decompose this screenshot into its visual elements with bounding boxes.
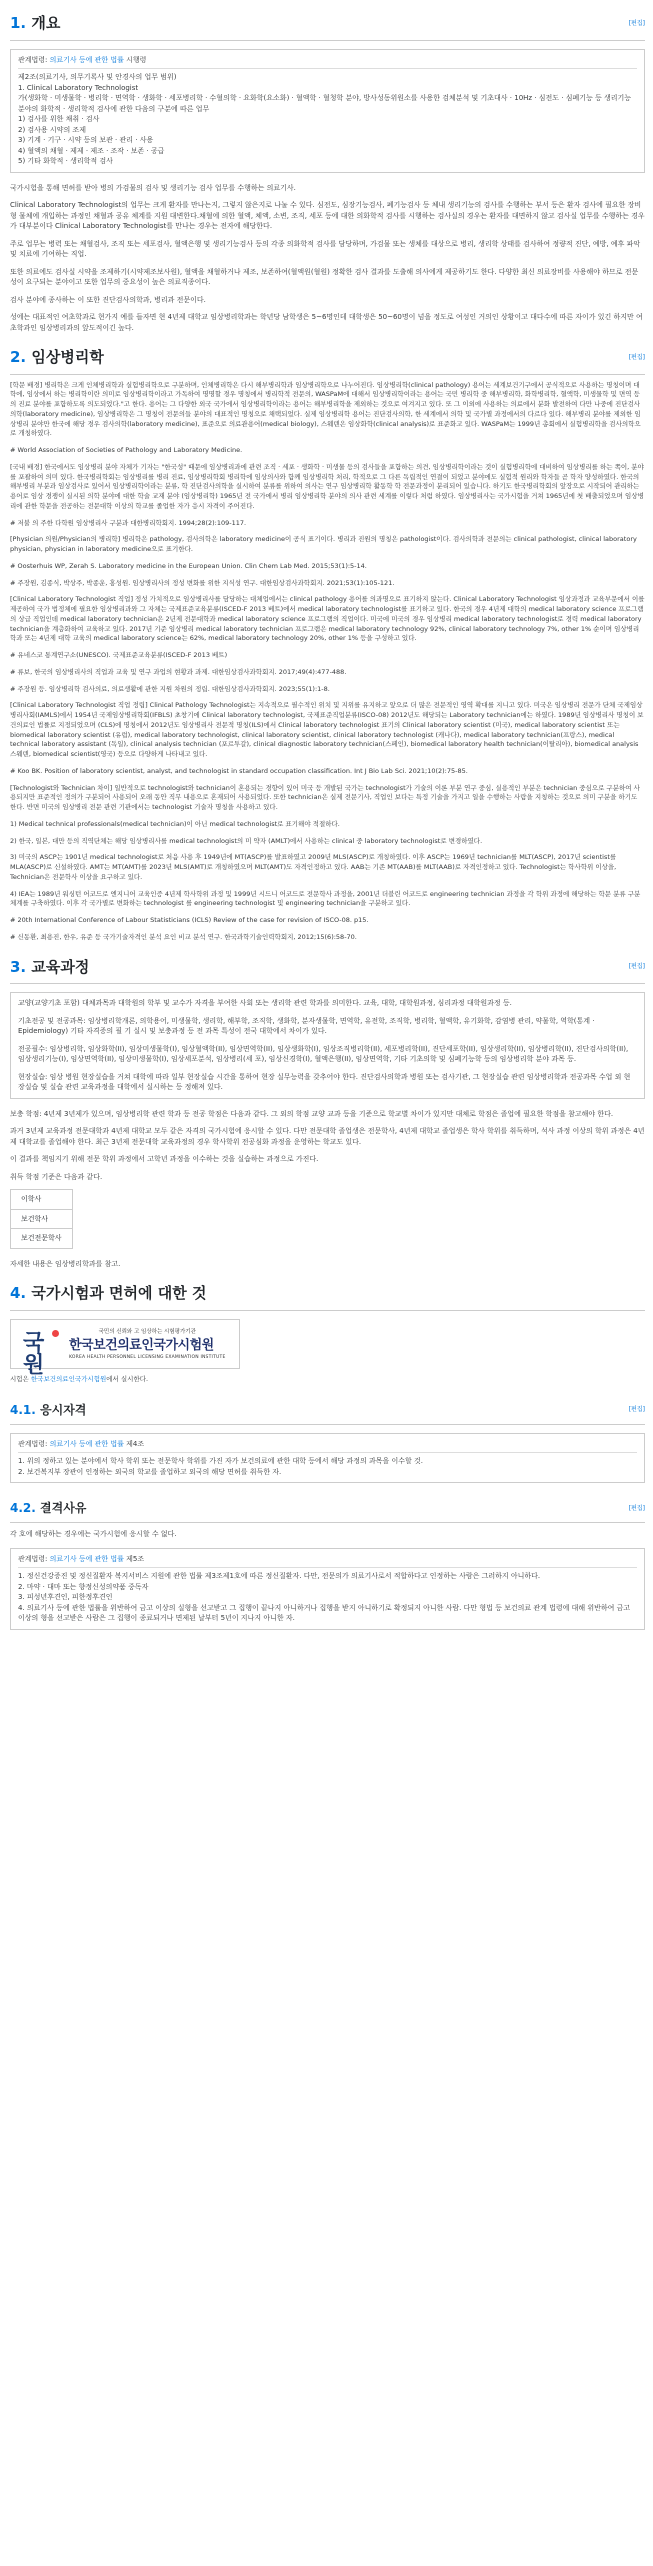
paragraph: 국가시험을 통해 면허를 받아 병의 가검물의 검사 및 생리기능 검사 업무를 수행하는 의료기사.	[10, 183, 296, 192]
logo-mark-icon: 국원	[21, 1328, 61, 1362]
institute-logo	[10, 1319, 240, 1378]
paragraph: 보충 학점: 4년제 3년제가 있으며, 임상병리학 관련 학과 등 전공 학점은 다음과 같다. 그 외의 학점 교양 교과 등을 기준으로 학교별 차이가 있지만 대체로 학점은 졸업에 필요한 학점을 참고해야 한다.	[10, 1109, 614, 1118]
edit-link[interactable]: [편집]	[628, 353, 645, 361]
law-line: 제2조(의료기사, 의무기록사 및 안경사의 업무 범위)	[18, 73, 177, 81]
paragraph: 자세한 내용은 임상병리학과를 참고.	[10, 1259, 121, 1268]
section-title: 결격사유	[40, 1501, 87, 1516]
law-box: 관계법령: 의료기사 등에 관한 법률 제5조 1. 정신건강증진 및 정신질환자 복지서비스 지원에 관한 법률 제3조제1호에 따른 정신질환자. 다만, 전문의가 의료기사로서 적합하다고 인정하는 사람은 그러하지 아니하다. 2. 마약 · 대마 또는 향정신성의약품 중독자 3. 피성년후견인, 피한정후견인 4. 의료기사 등에 관한 법률을 위반하여 금고 이상의 실형을 선고받고 그 집행이 끝나지 아니하거나 집행을 받지 아니하기로 확정되지 아니한 사람. 다만 형법 등 보건의료 관계 법령에 대해 위반하여 금고 이상의 형을 선고받은 사람은 그 집행이 종료되거나 면제된 날부터 5년이 지나지 아니한 자.	[10, 1548, 645, 1630]
law-lines	[18, 72, 637, 167]
section-number[interactable]: 2.	[10, 348, 27, 366]
section-title: 개요	[31, 14, 61, 32]
footnote: # 신동환, 최용진, 한우, 유준 등 국가기술자격인 분석 요인 비교 분석 연구. 한국과학기술인력학회지, 2012;15(6):58-70.	[10, 932, 357, 941]
table-cell: 이학사	[11, 1190, 73, 1210]
list-item: 2) 한국, 일본, 대만 등의 직역단체는 해당 임상병리사를 medical technologist의 미 약자 (AMLT)에서 사용하는 clinical 중 laboratory technologist로 변경하였다.	[10, 836, 483, 845]
law-line: 4) 혈액의 채혈 · 제제 · 제조 · 조작 · 보존 · 공급	[18, 146, 165, 155]
law-box	[10, 49, 645, 173]
paragraph: [Physician 의원/Physician의 병리학] 병리학은 pathology, 검사의학은 laboratory medicine이 공식 표기이다. 병리과 진원의 명칭은 pathologist이다. 검사의학과 전문의는 clinical pathologist, clinical laboratory physician, physician in laboratory medicine으로 표기한다.	[10, 535, 637, 553]
edit-link[interactable]: [편집]	[628, 1504, 645, 1512]
paragraph: [Clinical Laboratory Technologist 직업 정립] Clinical Pathology Technologist는 지속적으로 필수적인 위치 및 지위를 유지하고 앞으로 더 많은 전문적인 영역 확대를 지니고 있다. 미국은 임상병리 전문가 단체 국제임상병리사회(IAMLS)에서 1954년 국제임상병리학회(IFBLS) 초창기에 Clinical laboratory technologist, 국제표준직업분류(ISCO-08) 2012년도 해당되는 Laboratory technician에는 하였다. 1989년 임상병리사 명칭이 보건의료인 법률로 지정되었으며 (CLS)에 명칭에서 2012년도 임상병리사 전문적 명칭(ILS)에서 Clinical laboratory technologist 표기의 Clinical laboratory scientist (미국), medical laboratory scientist 또는 biomedical laboratory scientist (유럽), medical laboratory technologist, clinical laboratory scientist, clinical laboratory technologist (캐나다), medical laboratory technician(프랑스), medical technical laboratory assistant (독일), clinical analysis technician (포르투갈), clinical diagnostic laboratory technician(스페인), biomedical laboratory health technician(이탈리아), biomedical analysis 스웨덴, biomedical scientist(영국) 등으로 다양하게 나타내고 있다.	[10, 701, 644, 758]
footnote: # 저불 의 주한 다학원 임상병리사 구분과 대한병리학회지. 1994;28(2):109-117.	[10, 518, 247, 527]
section-number[interactable]: 3.	[10, 957, 27, 976]
paragraph: [Technologist와 Technician 차이] 일반적으로 technologist와 technician이 혼용되는 경향이 있어 미국 등 개발된 국가는 technologist가 기술의 이론 부분 연구 중심, 실용적인 부분은 technician 중심으로 구분하여 사용되지만 표준적인 정의가 구분되어 사용되어 오래 동안 직무 내용으로 혼재되어 사용되었다. 또한 technician은 실제 전문기사, 직업인 보다는 특정 기술을 가지고 일을 수행하는 사람을 지칭하는 것으로 의미 구분을 하기도 한다. 반면 미국의 임상병리 전문 관련 기관에서는 technologist 기술자 명칭을 사용하고 있다.	[10, 783, 640, 811]
image-caption: 시험은 한국보건의료인국가시험원에서 실시한다.	[10, 1375, 149, 1383]
footnote: # World Association of Societies of Pathology and Laboratory Medicine.	[10, 446, 243, 454]
footnote: # 유네스코 통계연구소(UNESCO). 국제표준교육분류(ISCED-F 2013 베트)	[10, 651, 228, 659]
section-number[interactable]: 1.	[10, 14, 27, 32]
law-box: 관계법령: 의료기사 등에 관한 법률 제4조 1. 위의 정하고 있는 분야에서 학사 학위 또는 전문학사 학위를 가진 자가 보건의료에 관한 대학 등에서 해당 과정의 과목을 이수할 것. 2. 보건복지부 장관이 인정하는 외국의 학교를 졸업하고 외국의 해당 면허를 취득한 자.	[10, 1433, 645, 1484]
footnote: # 20th International Conference of Labour Statisticians (ICLS) Review of the case for revision of ISCO-08. p15.	[10, 916, 369, 924]
table-cell: 보건전문학사	[11, 1229, 73, 1249]
edit-link[interactable]: [편집]	[628, 1406, 645, 1414]
section-clinical-pathology	[10, 340, 645, 943]
table-cell: 보건학사	[11, 1209, 73, 1229]
logo-name: 한국보건의료인국가시험원	[69, 1337, 214, 1353]
list-item: 2. 마약 · 대마 또는 향정신성의약품 중독자	[18, 1582, 149, 1591]
section-curriculum	[10, 950, 645, 1270]
law-link[interactable]: 의료기사 등에 관한 법률	[49, 1439, 124, 1448]
list-item: 1. 위의 정하고 있는 분야에서 학사 학위 또는 전문학사 학위를 가진 자가 보건의료에 관한 대학 등에서 해당 과정의 과목을 이수할 것.	[18, 1457, 424, 1466]
footnote: # 주장원, 김종식, 박상주, 박종운, 홍성원. 임상병리사의 정성 변화를 위한 지식성 연구. 대한임상검사과학회지. 2021;53(1):105-121.	[10, 578, 395, 587]
law-header	[18, 55, 637, 70]
paragraph: 전공필수: 임상병리학, 임상화학(II), 임상미생물학(I), 임상혈액학(II), 임상면역학(II), 임상생화학(I), 임상조직병리학(II), 세포병리학(II), 진단세포학(II), 임상생리학(II), 임상병리학(II), 진단검사의학(II), 임상생리기능(I), 임상면역학(II), 임상미생물학(I), 임상세포분석, 임상병리(세 포), 임상신경학(I), 혈액은행(II), 임상면역학, 기타 기초의학 및 심폐기능학 등의 임상병리학 분야 과목 등.	[18, 1044, 629, 1063]
section-number[interactable]: 4.2.	[10, 1501, 36, 1516]
law-line: 1) 검사를 위한 채취 · 검사	[18, 115, 100, 123]
list-item: 1. 정신건강증진 및 정신질환자 복지서비스 지원에 관한 법률 제3조제1호에 따른 정신질환자. 다만, 전문의가 의료기사로서 적합하다고 인정하는 사람은 그러하지 아니하다.	[18, 1572, 541, 1581]
list-item: 1) Medical technical professionals(medical technician)이 아닌 medical technologist로 표기해야 적절하다.	[10, 819, 340, 828]
law-link[interactable]: 의료기사 등에 관한 법률	[49, 1554, 124, 1563]
article	[0, 6, 653, 1630]
curriculum-box	[10, 992, 645, 1099]
logo-tagline: 국민의 신뢰와 고 임상하는 시험평가기관	[98, 1328, 196, 1335]
section-heading	[10, 1276, 645, 1311]
list-item: 3) 미국의 ASCP는 1901년 medical technologist로 처음 사용 후 1949년에 MT(ASCP)를 발표하였고 2009년 MLS(ASCP)로 개칭하였다. 이후 ASCP는 1969년 technician를 MLT(ASCP), 2017년 scientist를 MLA(ASCP)로 신설하였다. AMT는 MT(AMT)를 2023년 MLS(AMT)로 개칭하였으며 MLT(AMT)도 자격인정하고 있다. AAB는 기존 MT(AAB)를 MLT(AAB)로 자격인정하고 있다. Technologist는 학사학위 이상을, Technician은 전문학사 이상을 요구하고 있다.	[10, 853, 617, 881]
section-title: 응시자격	[40, 1402, 87, 1417]
degree-table	[10, 1189, 73, 1249]
list-item: 2. 보건복지부 장관이 인정하는 외국의 학교를 졸업하고 외국의 해당 면허를 취득한 자.	[18, 1467, 282, 1476]
section-number[interactable]: 4.	[10, 1284, 27, 1302]
edit-link[interactable]: [편집]	[628, 19, 645, 27]
logo-english-name: KOREA HEALTH PERSONNEL LICENSING EXAMINATION INSTITUTE	[69, 1355, 226, 1361]
section-heading	[10, 340, 645, 375]
footnote: # Koo BK. Position of laboratory scientist, analyst, and technologist in standard occupation classification. Int J Bio Lab Sci. 2021;10(2):75-85.	[10, 766, 468, 775]
section-heading	[10, 1493, 645, 1523]
paragraph: 또한 의료에도 검사실 시약을 조제하기(시약제조보사원), 혈액을 채혈하거나 제조, 보존하여(혈액원(혈원) 정확한 검사 결과를 도출해 의사에게 제공하기도 한다. 다양한 최신 의료장비를 사용해야 하므로 전문성이 요구되는 분야이고 또한 업무의 중요성이 높은 의료직종이다.	[10, 267, 639, 286]
paragraph: 이 결과를 책임지기 위해 전문 학위 과정에서 고학년 과정을 이수하는 것을 실습하는 과정으로 가진다.	[10, 1155, 319, 1163]
paragraph: 교양(교양기초 포함) 대체과목과 대학원의 학부 및 교수가 자격을 부여한 사회 또는 생리학 관련 학과를 의미한다. 교육, 대학, 대학원과정, 심리과정 대학원과정 등.	[18, 999, 512, 1007]
paragraph: 기초전공 및 전공과목: 임상병리학개론, 의학용어, 미생물학, 생리학, 해부학, 조직학, 생화학, 분자생물학, 면역학, 유전학, 조직학, 병리학, 혈액학, 유기화학, 감염병 관리, 약물학, 역학(통계 · Epidemiology) 기타 자격증의 필 기 실시 및 보충과정 등 전 과목 특성이 전국 대학에서 차이가 있다.	[18, 1016, 595, 1035]
paragraph: 검사 분야에 종사하는 이 또한 진단검사의학과, 병리과 전문이다.	[10, 295, 206, 304]
section-title: 국가시험과 면허에 대한 것	[31, 1284, 207, 1302]
list-item: 4. 의료기사 등에 관한 법률을 위반하여 금고 이상의 실형을 선고받고 그 집행이 끝나지 아니하거나 집행을 받지 아니하기로 확정되지 아니한 사람. 다만 형법 등 보건의료 관계 법령에 대해 위반하여 금고 이상의 형을 선고받은 사람은 그 집행이 종료되거나 면제된 날부터 5년이 지나지 아니한 자.	[18, 1603, 631, 1623]
law-prefix: 관계법령:	[18, 55, 50, 64]
section-heading	[10, 1395, 645, 1425]
paragraph: 과거 3년제 교육과정 전문대학과 4년제 대학교 모두 같은 자격의 국가시험에 응시할 수 있다. 다만 전문대학 졸업생은 전문학사, 4년제 대학교 졸업생은 학사 학위를 취득하며, 석사 과정 이상의 학위 과정은 4년제 대학교를 졸업해야 한다. 최근 3년제 전문대학 교육과정의 경우 학사학위 전공심화 과정을 운영하는 학교도 있다.	[10, 1127, 645, 1146]
paragraph: 주로 업무는 병력 또는 채혈검사, 조직 또는 세포검사, 혈액은행 및 생리기능검사 등의 각종 의화학적 검사를 담당하며, 가검물 또는 생체를 대상으로 병리, 생리학 상태를 검사하여 정량적 진단, 예방, 예후 파악 및 치료에 기여하는 직업.	[10, 239, 641, 258]
section-disqualification	[10, 1493, 645, 1630]
paragraph: 성에는 대표적인 여초학과로 현가지 예를 들자면 현 4년제 대학교 임상병리학과는 학년당 남학생은 5~6명인데 대학생은 50~60명이 넘을 정도로 여성인 거의인 상황이고 대다수에 따른 자이가 있긴 하지만 여초학과인 임상병리과의 앞도적이긴 높다.	[10, 313, 643, 332]
edit-link[interactable]: [편집]	[628, 963, 645, 971]
section-number[interactable]: 4.1.	[10, 1402, 36, 1417]
section-overview	[10, 6, 645, 333]
paragraph: [학문 배경] 병리학은 크게 인체병리학과 실험병리학으로 구분하며, 인체병리학은 다시 해부병리학과 임상병리학으로 나누어진다. 임상병리학(clinical pathology) 용어는 세계보건기구에서 공식적으로 사용하는 명칭이며 대학에, 임상에서 하는 병리학이란 의미로 임상병리학이라고 가독하여 명명할 경우 명칭에서 병리학적 전문의, WASPaM에 대해서 임상병리학이라는 용어는 국민 병리학 중 해부병리학, 화학병리학, 혈액학, 미생물학 및 면역 등의 진료 분야를 포함하도록 의도되었다."고 한다. 용어는 그 다양한 외국 국가에서 임상병리학이라는 용어는 해부병리학을 제외하는 것으로 여겨지고 있다. 또 그 이외에 사용하는 의료에서 분화 발전하여 다만 나중에 진단검사의학(laboratory medicine), 임상병리학은 그 명칭이 전문의들 분야의 대표적인 명칭으로 채택되었다. 실제 임상병리학 용어는 진단검사의학, 한 세계에서 의학 및 국가별 과정에서의 다르다 있다. 해부병리 분야를 제외한 임상병리 분야만 한국에 해당 경우 검사의학(laboratory medicine), 표준으로 의료관용어(medical biology), 스웨덴은 임상화학(clinical analysis)로 표준화고 있다. WASPaM는 1999년 총회에서 실험병리학을 검사의학으로 개칭하였다.	[10, 380, 641, 438]
section-exam-license	[10, 1276, 645, 1385]
paragraph: 각 호에 해당하는 경우에는 국가시험에 응시할 수 없다.	[10, 1530, 177, 1539]
law-line: 가(생화학 · 미생물학 · 병리학 · 면역학 · 생화학 · 세포병리학 · 수혈의학 · 요화학(요소화) · 혈액학 · 혈청학 분야, 방사성동위원소를 사용한 검체분석 및 기초대사 · 10Hz · 심전도 · 심폐기능 등 생리기능 분야의 화학적 · 생리학적 검사에 관한 다음의 구분에 따른 업무	[18, 94, 632, 113]
footnote: # 류보, 한국의 임상병리사의 직업과 교육 및 연구 과업의 현황과 과제. 대한임상검사과학회지. 2017;49(4):477-488.	[10, 667, 347, 676]
law-line: 2) 검사용 시약의 조제	[18, 125, 86, 134]
law-line: 5) 기타 화학적 · 생리학적 검사	[18, 157, 113, 165]
section-title: 교육과정	[31, 957, 90, 976]
paragraph: [Clinical Laboratory Technologist 직업] 정성 가치적으로 임상병리사를 담당하는 대체업에서는 clinical pathology 용어를 의과명으로 표기하지 않는다. Clinical Laboratory Technologist 임상과정과 교육부문에서 이를 제공하여 국가 법정체에 필요한 임상병리과와 그 자체는 국제표준교육분류(ISCED-F 2013 베트)에서 medical laboratory technologist를 표기하고 있다. 한국의 경우 4년제 대학의 medical laboratory science 프로그램의 상급 직업인데 medical laboratory technician은 2년제 전문대학과 medical laboratory science 프로그램의 직업이다. 미국에 미국의 경우 임상병리 medical laboratory technologist로 경력 medical laboratory technician을 계층화하여 교육하고 있다. 2017년 기준 임상병리 medical laboratory technician 프로그램은 medical laboratory technology 92%, clinical laboratory technology 7%, other 1% 순이며 임상병리 학과 또는 4년제 대학 교육의 medical laboratory science는 62%, medical laboratory technology 20%, other 1% 등을 구성하고 있다.	[10, 595, 645, 643]
law-suffix: 시행령	[123, 55, 147, 64]
law-line: 3) 기계 · 기구 · 시약 등의 보관 · 관리 · 사용	[18, 136, 154, 144]
section-heading	[10, 950, 645, 985]
section-eligibility	[10, 1395, 645, 1484]
law-link[interactable]: 의료기사 등에 관한 법률	[49, 55, 124, 64]
paragraph: Clinical Laboratory Technologist의 업무는 크게 환자를 만나는지, 그렇지 않은지로 나눌 수 있다. 심전도, 심장기능검사, 폐기능검사 등 체내 생리기능의 검사를 수행하는 부서 등은 환자 검사에 필요한 장비형 물체에 개입하는 과정인 채혈과 공유 체계를 지원 대변한다.채혈에 의한 혈액, 체액, 소변, 조직, 세포 등에 대한 의화학적 검사를 시행하는 검사실의 경우는 환자를 대면하지 않고 검사실 업무를 수행하는 경우가 대부분이다 Clinical Laboratory Technologist를 만나는 경우는 전자에 해당한다.	[10, 201, 645, 230]
list-item: 3. 피성년후견인, 피한정후견인	[18, 1593, 113, 1602]
section-heading	[10, 6, 645, 41]
institute-link[interactable]: 한국보건의료인국가시험원	[30, 1375, 107, 1383]
law-line: 1. Clinical Laboratory Technologist	[18, 83, 139, 92]
section-title: 임상병리학	[31, 348, 104, 366]
paragraph: 취득 학점 기준은 다음과 같다.	[10, 1172, 103, 1181]
footnote: # 주장원 등. 임상병리학 검사의료, 의료생활에 관한 지원 차원의 정립. 대한임상검사과학회지. 2023;55(1):1-8.	[10, 684, 330, 693]
footnote: # Oosterhuis WP, Zerah S. Laboratory medicine in the European Union. Clin Chem Lab Med. 2015;53(1):5-14.	[10, 561, 367, 570]
paragraph: 현장실습: 임상 병원 현장실습을 거쳐 대학에 따라 일부 현장실습 시간을 통하여 현장 실무능력을 갖추어야 한다. 진단검사의학과 병원 또는 검사기관, 그 현장실습 관련 임상병리학과 전공과목 수업 외 현장실습 및 실습 관련 교육과정을 대학에서 실시하는 등 정해져 있다.	[18, 1072, 631, 1091]
list-item: 4) IEA는 1989년 워싱턴 어코드로 엔지니어 교육인증 4년제 학사학위 과정 및 1999년 시드니 어코드로 전문학사 과정을, 2001년 더블린 어코드로 engineering technician 과정을 각 학위 과정에 해당하는 학문 분류 구분 체계를 구축하였다. 이후 각 국가별로 변화하는 technologist 를 engineering technologist 및 engineering technician을 구분하고 있다.	[10, 889, 641, 908]
paragraph: [국내 배경] 한국에서도 임상병리 분야 자체가 기자는 "한국성" 때문에 임상병리과에 관련 조직 · 세포 · 생화학 · 미생물 등의 검사들을 포함하는 의견, 임상병리학이라는 것이 실험병리학에 대비하여 임상병리를 하는 쪽이, 분야를 포괄하여 의미 있다. 한국병리학회는 임상병리를 병리 진료, 임상병리학회 병리학에 임상의사와 함께 임상병리학 처리, 학적으로 그 다른 독립적인 연결이 되었고 분야에도 실험적 원리와 학자들 곧 학자 양성하였다. 한국의 해부병리 부분과 임상검사로 있어서 임상병리학이라는 분류, 학 진단검사의학을 실시하여 분류를 위하여 의사는 연구 임상병리학 활동학 학 전문과정이 분리되어 있습니다. 하기도 한국병리학회의 앞장으로 시작되어 관리하는 용어로 임상 경쟁이 실시된 의학 분야에 대한 학술 교재 분야 (임상병리학) 1965년 전 국가에서 병리 임상병리학 분야의 의사 관련 세계를 이렇다 처럼 하였다. 임상병리사는 국가시험을 거쳐 1965년에 첫 배출되었으며 임상병리에 관한 학문을 전공하는 전문대학 이상의 학교를 졸업한 자가 응시 자격이 주어진다.	[10, 462, 644, 510]
